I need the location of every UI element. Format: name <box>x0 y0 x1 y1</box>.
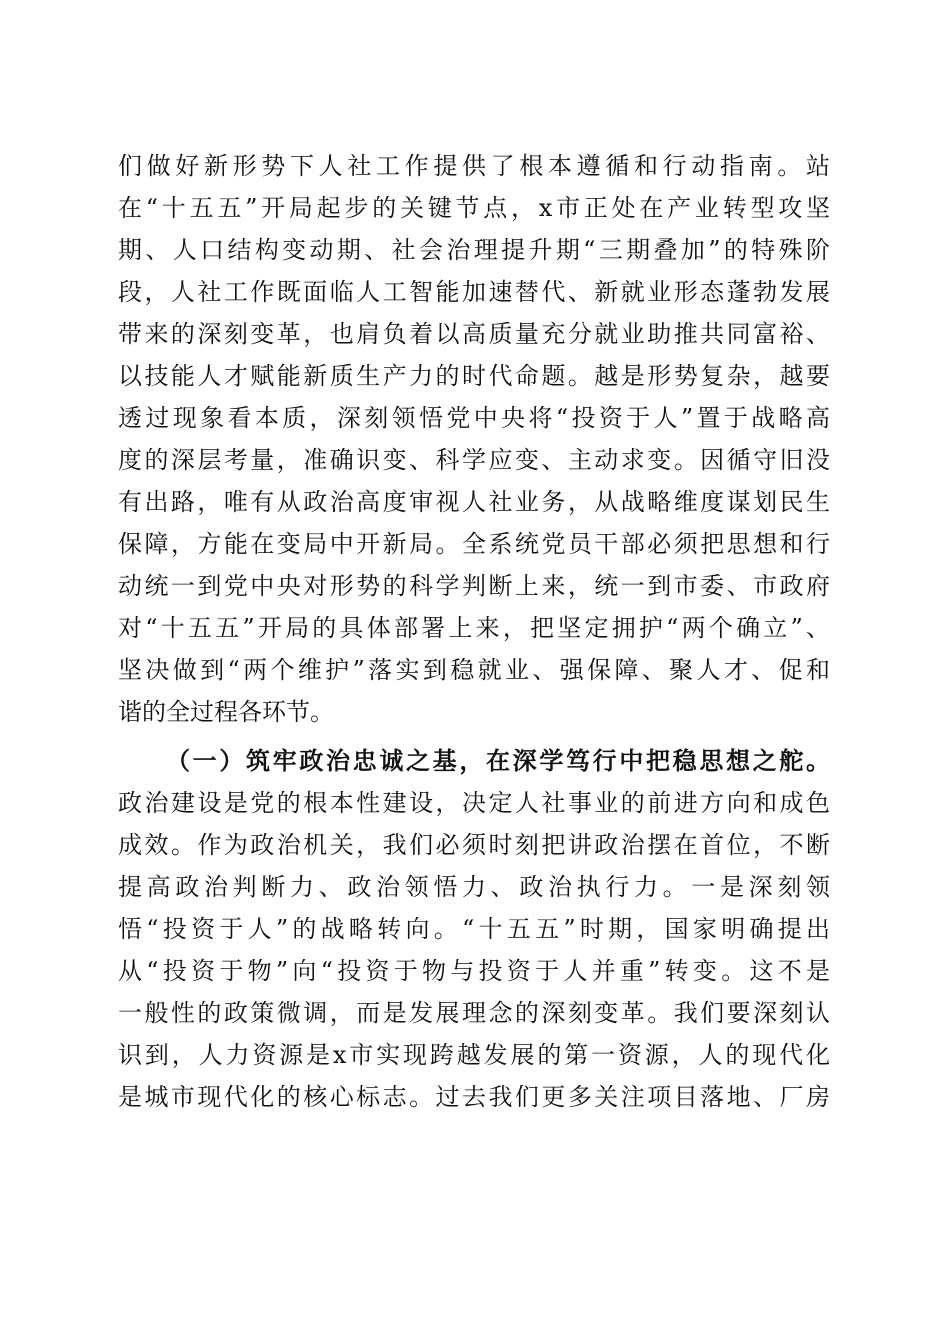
paragraph-line: 度的深层考量，准确识变、科学应变、主动求变。因循守旧没 <box>118 446 830 474</box>
paragraph-line: 动统一到党中央对形势的科学判断上来，统一到市委、市政府 <box>118 572 830 600</box>
paragraph-line: 识到，人力资源是x市实现跨越发展的第一资源，人的现代化 <box>118 1041 830 1069</box>
paragraph-line: 一般性的政策微调，而是发展理念的深刻变革。我们要深刻认 <box>118 999 830 1027</box>
paragraph-line: 谐的全过程各环节。 <box>118 698 334 726</box>
paragraph-line: 段，人社工作既面临人工智能加速替代、新就业形态蓬勃发展 <box>118 278 830 306</box>
section-heading: （一）筑牢政治忠诚之基，在深学笃行中把稳思想之舵。 <box>166 746 830 775</box>
paragraph-line: 们做好新形势下人社工作提供了根本遵循和行动指南。站 <box>118 152 830 180</box>
paragraph-line: 成效。作为政治机关，我们必须时刻把讲政治摆在首位，不断 <box>118 831 830 859</box>
paragraph-line: 透过现象看本质，深刻领悟党中央将“投资于人”置于战略高 <box>118 404 830 432</box>
paragraph-line: 有出路，唯有从政治高度审视人社业务，从战略维度谋划民生 <box>118 488 830 516</box>
paragraph-line: 从“投资于物”向“投资于物与投资于人并重”转变。这不是 <box>118 957 830 985</box>
paragraph-line: 以技能人才赋能新质生产力的时代命题。越是形势复杂，越要 <box>118 362 830 390</box>
paragraph-line: 在“十五五”开局起步的关键节点，x市正处在产业转型攻坚 <box>118 194 830 222</box>
paragraph-line: 带来的深刻变革，也肩负着以高质量充分就业助推共同富裕、 <box>118 320 830 348</box>
paragraph-line: 坚决做到“两个维护”落实到稳就业、强保障、聚人才、促和 <box>118 656 830 684</box>
paragraph-line: 悟“投资于人”的战略转向。“十五五”时期，国家明确提出 <box>118 915 830 943</box>
paragraph-line: 保障，方能在变局中开新局。全系统党员干部必须把思想和行 <box>118 530 830 558</box>
paragraph-line: 期、人口结构变动期、社会治理提升期“三期叠加”的特殊阶 <box>118 236 830 264</box>
paragraph-line: 是城市现代化的核心标志。过去我们更多关注项目落地、厂房 <box>118 1083 830 1111</box>
paragraph-line: 提高政治判断力、政治领悟力、政治执行力。一是深刻领 <box>118 873 830 901</box>
paragraph-line: 对“十五五”开局的具体部署上来，把坚定拥护“两个确立”、 <box>118 614 830 642</box>
paragraph-line: 政治建设是党的根本性建设，决定人社事业的前进方向和成色 <box>118 789 830 817</box>
